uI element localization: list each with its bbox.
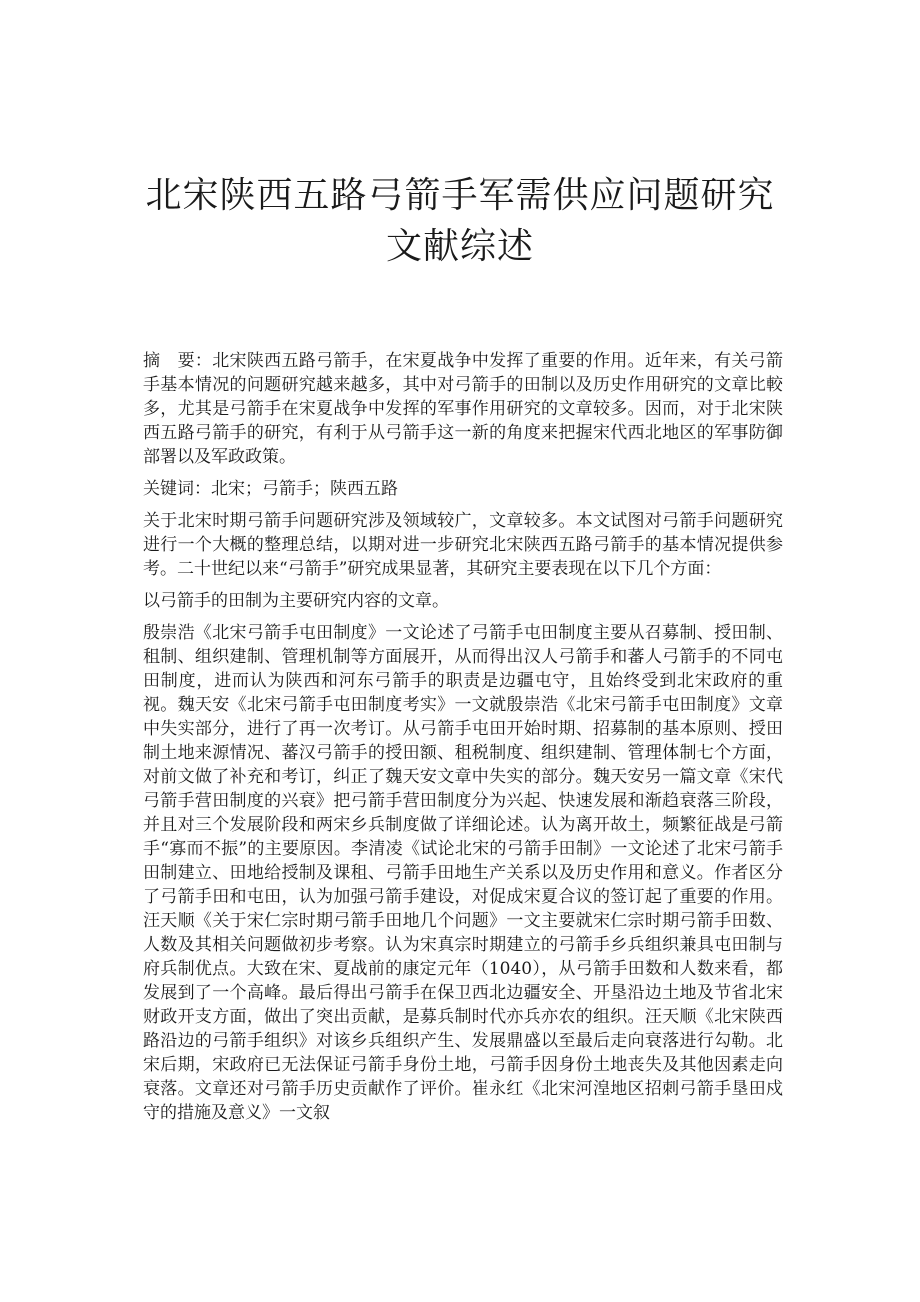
section-heading: 以弓箭手的田制为主要研究内容的文章。	[143, 591, 449, 611]
abstract-label: 摘 要：	[143, 351, 213, 371]
keywords-label: 关键词：	[143, 479, 211, 499]
title-line-2: 文献综述	[385, 226, 534, 267]
title-line-1: 北宋陕西五路弓箭手军需供应问题研究	[145, 175, 775, 216]
abstract-paragraph	[143, 349, 783, 469]
keywords-text: 北宋；弓箭手；陕西五路	[211, 479, 398, 499]
keywords-paragraph	[143, 477, 783, 501]
document-body	[143, 349, 783, 1133]
main-paragraph: 殷崇浩《北宋弓箭手屯田制度》一文论述了弓箭手屯田制度主要从召募制、授田制、租制、组织建制、管理机制等方面展开，从而得出汉人弓箭手和蕃人弓箭手的不同屯田制度，进而认为陕西和河东弓箭手的职责是边疆屯守，且始终受到北宋政府的重视。魏天安《北宋弓箭手屯田制度考实》一文就殷崇浩《北宋弓箭手屯田制度》文章中失实部分，进行了再一次考订。从弓箭手屯田开始时期、招募制的基本原则、授田制土地来源情况、蕃汉弓箭手的授田额、租税制度、组织建制、管理体制七个方面，对前文做了补充和考订，纠正了魏天安文章中失实的部分。魏天安另一篇文章《宋代弓箭手营田制度的兴衰》把弓箭手营田制度分为兴起、快速发展和渐趋衰落三阶段，并且对三个发展阶段和两宋乡兵制度做了详细论述。认为离开故土，频繁征战是弓箭手“寡而不振”的主要原因。李清凌《试论北宋的弓箭手田制》一文论述了北宋弓箭手田制建立、田地给授制及课租、弓箭手田地生产关系以及历史作用和意义。作者区分了弓箭手田和屯田，认为加强弓箭手建设，对促成宋夏合议的签订起了重要的作用。汪天顺《关于宋仁宗时期弓箭手田地几个问题》一文主要就宋仁宗时期弓箭手田数、人数及其相关问题做初步考察。认为宋真宗时期建立的弓箭手乡兵组织兼具屯田制与府兵制优点。大致在宋、夏战前的康定元年（1040），从弓箭手田数和人数来看，都发展到了一个高峰。最后得出弓箭手在保卫西北边疆安全、开垦沿边土地及节省北宋财政开支方面，做出了突出贡献，是募兵制时代亦兵亦农的组织。汪天顺《北宋陕西路沿边的弓箭手组织》对该乡兵组织产生、发展鼎盛以至最后走向衰落进行勾勒。北宋后期，宋政府已无法保证弓箭手身份土地，弓箭手因身份土地丧失及其他因素走向衰落。文章还对弓箭手历史贡献作了评价。崔永红《北宋河湟地区招刺弓箭手垦田戍守的措施及意义》一文叙	[143, 623, 783, 1123]
abstract-text: 北宋陕西五路弓箭手，在宋夏战争中发挥了重要的作用。近年来，有关弓箭手基本情况的问题研究越来越多，其中对弓箭手的田制以及历史作用研究的文章比較多，尤其是弓箭手在宋夏战争中发挥的军事作用研究的文章较多。因而，对于北宋陕西五路弓箭手的研究，有利于从弓箭手这一新的角度来把握宋代西北地区的军事防御部署以及军政政策。	[143, 351, 784, 467]
document-title	[100, 170, 820, 272]
intro-paragraph: 关于北宋时期弓箭手问题研究涉及领域较广，文章较多。本文试图对弓箭手问题研究进行一个大概的整理总结，以期对进一步研究北宋陕西五路弓箭手的基本情况提供参考。二十世纪以来“弓箭手”研究成果显著，其研究主要表现在以下几个方面：	[143, 511, 783, 579]
